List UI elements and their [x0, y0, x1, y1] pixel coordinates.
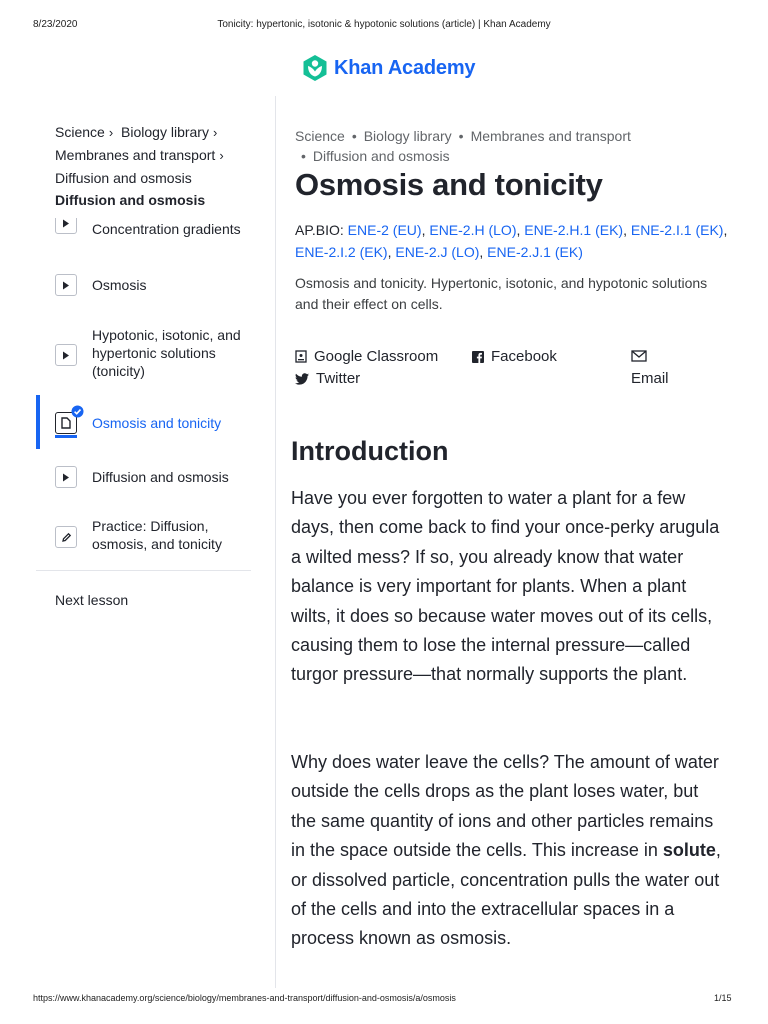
video-play-icon [55, 218, 77, 234]
share-email[interactable]: Email [631, 370, 669, 387]
sidebar-item-label: Practice: Diffusion, osmosis, and tonicity [92, 518, 222, 552]
term-solute: solute [662, 840, 716, 861]
google-classroom-icon [295, 350, 307, 363]
bc-diffusion[interactable]: Diffusion and osmosis [312, 148, 450, 164]
sidebar-item-label: Osmosis [92, 277, 147, 293]
video-play-icon [55, 466, 77, 488]
ap-bio-standards: AP.BIO: ENE‑2 (EU), ENE‑2.H (LO), ENE‑2.H.1 (EK), ENE‑2.I.1 (EK), ENE‑2.I.2 (EK), ENE‑2.J (LO), ENE‑2.J.1 (EK) [295, 222, 728, 260]
pencil-icon [55, 526, 77, 548]
share-google-classroom[interactable] [295, 348, 438, 365]
standard-link[interactable]: ENE‑2.J (LO) [395, 244, 480, 260]
bullet-separator: • [301, 148, 306, 164]
facebook-icon [472, 351, 484, 363]
logo-text: Khan Academy [334, 56, 476, 79]
share-label: Twitter [316, 370, 361, 387]
share-label: Google Classroom [314, 348, 439, 365]
active-item-indicator [36, 395, 40, 449]
bullet-separator: • [458, 128, 464, 144]
twitter-icon [295, 373, 309, 385]
article-paragraph [291, 748, 726, 954]
video-play-icon [55, 344, 77, 366]
next-lesson-link[interactable]: Next lesson [55, 592, 129, 608]
paragraph-text: Why does water leave the cells? The amount of water outside the cells drops as the plant loses water, but the same quantity of ions and other particles remains in the space outside the cells. This increase in [291, 752, 719, 861]
chevron-right-icon: › [219, 148, 224, 163]
sidebar-bc-diffusion[interactable]: Diffusion and osmosis [55, 170, 192, 186]
khan-leaf-icon [302, 54, 328, 82]
standard-link[interactable]: ENE‑2.H.1 (EK) [524, 222, 624, 238]
sidebar-breadcrumb [55, 121, 265, 211]
print-date: 8/23/2020 [33, 19, 78, 30]
standard-link[interactable]: ENE‑2.I.1 (EK) [630, 222, 724, 238]
print-title: Tonicity: hypertonic, isotonic & hypotonic solutions (article) | Khan Academy [217, 19, 551, 30]
sidebar-current-lesson: Diffusion and osmosis [55, 192, 206, 208]
print-page-number: 1/15 [714, 993, 732, 1003]
page-title: Osmosis and tonicity [295, 167, 603, 202]
share-twitter[interactable] [295, 370, 360, 387]
sidebar-item-label: Osmosis and tonicity [92, 415, 222, 431]
standard-link[interactable]: ENE‑2.H (LO) [429, 222, 517, 238]
sidebar-bc-biology[interactable]: Biology library [121, 124, 209, 140]
sidebar-separator [36, 570, 251, 571]
standards-prefix: AP.BIO: [295, 222, 344, 238]
sidebar-lesson-list [36, 218, 268, 613]
bullet-separator: • [351, 128, 357, 144]
bc-science[interactable]: Science [295, 128, 345, 144]
completed-check-icon [71, 405, 84, 418]
paragraph-text: , or dissolved particle, concentration pulls the water out of the cells and into the extracellular spaces in a process known as osmosis. [291, 840, 721, 949]
email-icon [631, 349, 647, 367]
bc-biology[interactable]: Biology library [363, 128, 452, 144]
article-paragraph: Have you ever forgotten to water a plant for a few days, then come back to find your once-perky arugula a wilted mess? If so, you already know that water balance is very important for plants. When a plant wilts, it does so because water moves out of its cells, causing them to lose the internal pressure—called turgor pressure—that normally supports the plant. [291, 488, 720, 685]
share-label: Facebook [491, 348, 557, 365]
sidebar-item-label: Concentration gradients [92, 221, 241, 237]
bc-membranes[interactable]: Membranes and transport [470, 128, 631, 144]
standard-link[interactable]: ENE‑2.I.2 (EK) [295, 244, 388, 260]
khan-academy-logo[interactable] [302, 54, 475, 82]
share-facebook[interactable] [472, 348, 557, 365]
standard-link[interactable]: ENE‑2.J.1 (EK) [487, 244, 583, 260]
sidebar-bc-science[interactable]: Science [55, 124, 105, 140]
chevron-right-icon: › [212, 125, 218, 140]
sidebar-item-label: Hypotonic, isotonic, and hypertonic solutions (tonicity) [92, 327, 241, 379]
sidebar-item-label: Diffusion and osmosis [92, 469, 229, 485]
video-play-icon [55, 274, 77, 296]
content-divider [275, 96, 276, 988]
print-url: https://www.khanacademy.org/science/biology/membranes-and-transport/diffusion-and-osmosis/a/osmosis [33, 993, 456, 1003]
chevron-right-icon: › [108, 125, 114, 140]
progress-underline [55, 435, 77, 438]
article-breadcrumb [295, 126, 735, 166]
sidebar-bc-membranes[interactable]: Membranes and transport [55, 147, 216, 163]
standard-link[interactable]: ENE‑2 (EU) [347, 222, 422, 238]
article-description: Osmosis and tonicity. Hypertonic, isotonic, and hypotonic solutions and their effect on cells. [295, 275, 708, 312]
intro-heading: Introduction [291, 436, 449, 466]
